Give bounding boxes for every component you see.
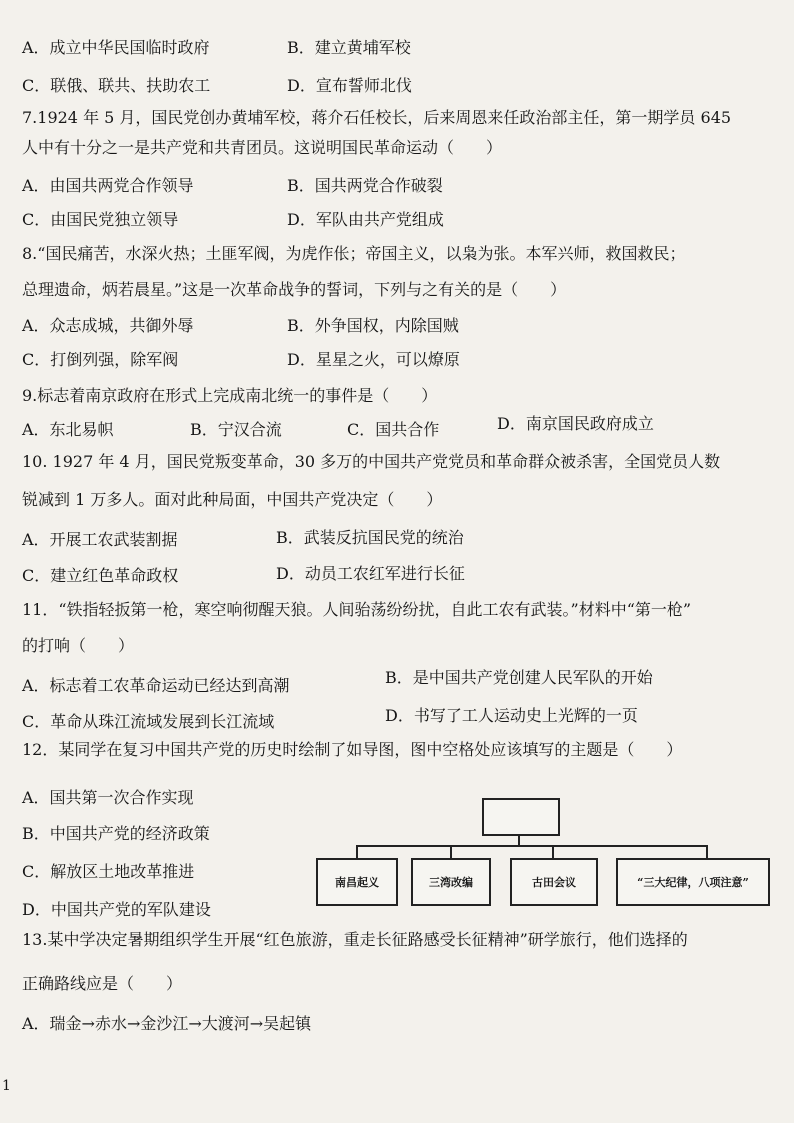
q9-stem: 9.标志着南京政府在形式上完成南北统一的事件是（ ） <box>22 386 438 405</box>
q12-option-a: A．国共第一次合作实现 <box>22 788 194 807</box>
q8-option-d: D．星星之火，可以燎原 <box>287 350 460 369</box>
q10-stem-line-1: 10. 1927 年 4 月，国民党叛变革命，30 多万的中国共产党党员和革命群众被杀害，全国党员人数 <box>22 452 721 471</box>
q12-option-b: B．中国共产党的经济政策 <box>22 824 210 843</box>
q13-stem-line-2: 正确路线应是（ ） <box>22 974 183 993</box>
q12-stem: 12．某同学在复习中国共产党的历史时绘制了如导图，图中空格处应该填写的主题是（ ） <box>22 740 683 759</box>
q11-option-c: C．革命从珠江流域发展到长江流域 <box>22 712 275 731</box>
q12-option-c: C．解放区土地改革推进 <box>22 862 195 881</box>
q8-stem-line-2: 总理遗命，炳若晨星。”这是一次革命战争的誓词，下列与之有关的是（ ） <box>22 280 567 299</box>
q13-option-a: A．瑞金→赤水→金沙江→大渡河→吴起镇 <box>22 1014 312 1033</box>
q7-option-a: A．由国共两党合作领导 <box>22 176 194 195</box>
q11-option-a: A．标志着工农革命运动已经达到高潮 <box>22 676 290 695</box>
mind-map-box-gutian-meeting: 古田会议 <box>510 858 598 906</box>
q7-option-d: D．军队由共产党组成 <box>287 210 444 229</box>
q10-option-d: D．动员工农红军进行长征 <box>276 564 465 583</box>
q13-stem-line-1: 13.某中学决定暑期组织学生开展“红色旅游，重走长征路感受长征精神”研学旅行，他们选择的 <box>22 930 688 949</box>
q10-option-b: B．武装反抗国民党的统治 <box>276 528 464 547</box>
mind-map-box-sanwan-reorganization: 三湾改编 <box>411 858 491 906</box>
q10-stem-line-2: 锐减到 1 万多人。面对此种局面，中国共产党决定（ ） <box>22 490 443 509</box>
mind-map-blank-box <box>482 798 560 836</box>
q10-option-c: C．建立红色革命政权 <box>22 566 179 585</box>
q8-option-b: B．外争国权，内除国贼 <box>287 316 459 335</box>
mind-map-box-nanchang-uprising: 南昌起义 <box>316 858 398 906</box>
q7-stem-line-1: 7.1924 年 5 月，国民党创办黄埔军校，蒋介石任校长，后来周恩来任政治部主任，第一期学员 645 <box>22 108 732 127</box>
q9-option-a: A．东北易帜 <box>22 420 114 439</box>
q6-option-d: D．宣布誓师北伐 <box>287 76 412 95</box>
connector-drop-3 <box>552 845 554 859</box>
q8-option-c: C．打倒列强，除军阀 <box>22 350 179 369</box>
connector-horizontal <box>356 845 708 847</box>
q9-option-c: C．国共合作 <box>347 420 440 439</box>
q8-stem-line-1: 8.“国民痛苦，水深火热；土匪军阀，为虎作伥；帝国主义，以枭为张。本军兴师，救国救民； <box>22 244 686 263</box>
page-number: 1 <box>2 1078 11 1094</box>
q11-option-b: B．是中国共产党创建人民军队的开始 <box>385 668 653 687</box>
q6-option-b: B．建立黄埔军校 <box>287 38 411 57</box>
connector-drop-1 <box>356 845 358 859</box>
q9-option-d: D．南京国民政府成立 <box>497 414 654 433</box>
q7-option-c: C．由国民党独立领导 <box>22 210 179 229</box>
q6-option-a: A．成立中华民国临时政府 <box>22 38 210 57</box>
q7-option-b: B．国共两党合作破裂 <box>287 176 443 195</box>
q6-option-c: C．联俄、联共、扶助农工 <box>22 76 211 95</box>
q12-option-d: D．中国共产党的军队建设 <box>22 900 211 919</box>
q9-option-b: B．宁汉合流 <box>190 420 282 439</box>
connector-drop-4 <box>706 845 708 859</box>
q8-option-a: A．众志成城，共御外辱 <box>22 316 194 335</box>
q11-option-d: D．书写了工人运动史上光辉的一页 <box>385 706 638 725</box>
mind-map-box-three-rules-eight-points: “三大纪律，八项注意” <box>616 858 770 906</box>
connector-drop-2 <box>450 845 452 859</box>
q12-mind-map <box>300 796 770 916</box>
q11-stem-line-1: 11．“铁指轻扳第一枪，寒空响彻醒天狼。人间骀荡纷纷扰，自此工农有武装。”材料中“第一枪” <box>22 600 692 619</box>
q11-stem-line-2: 的打响（ ） <box>22 636 135 655</box>
q10-option-a: A．开展工农武装割据 <box>22 530 178 549</box>
q7-stem-line-2: 人中有十分之一是共产党和共青团员。这说明国民革命运动（ ） <box>22 138 503 157</box>
